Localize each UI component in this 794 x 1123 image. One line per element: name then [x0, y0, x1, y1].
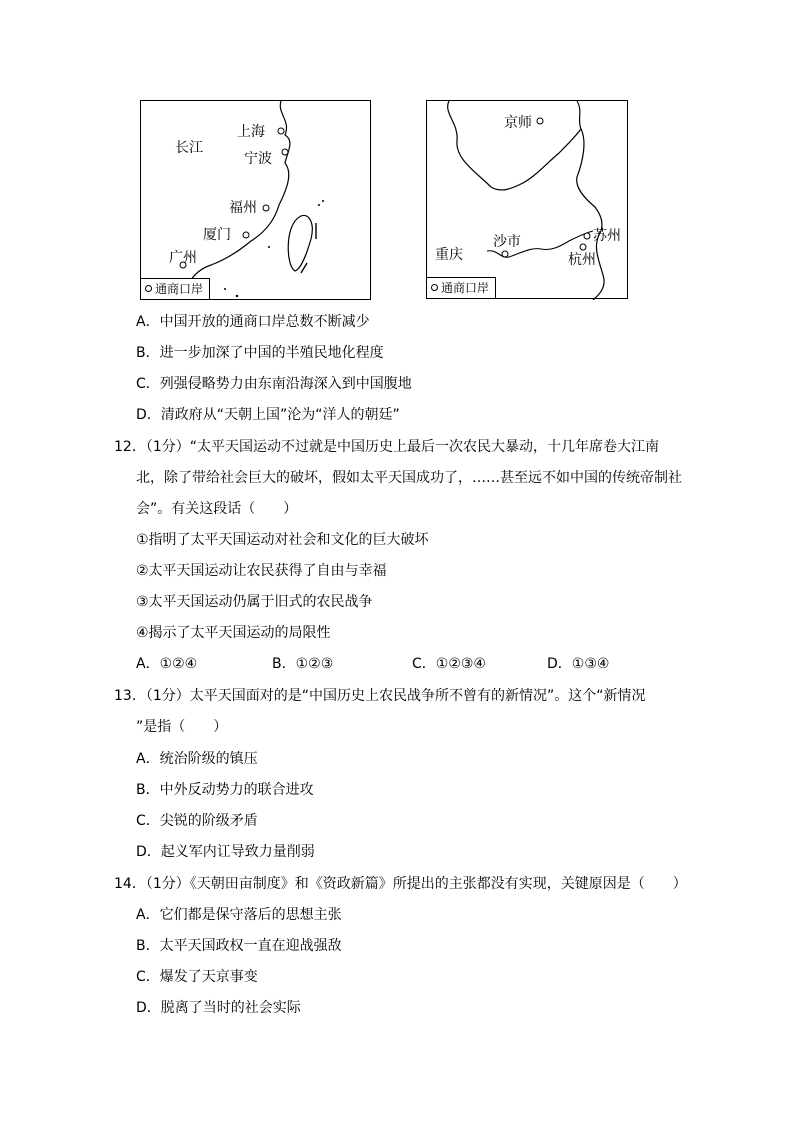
q13-option-b: B．中外反动势力的联合进攻 [136, 782, 314, 798]
q11-option-a: A．中国开放的通商口岸总数不断减少 [136, 314, 370, 330]
q12-option-a: A．①②④ [136, 656, 198, 672]
left-map-legend [141, 278, 210, 299]
right-legend-text: 通商口岸 [441, 281, 490, 295]
label-jingshi: 京师 [504, 115, 532, 131]
q13-option-d: D．起义军内讧导致力量削弱 [136, 844, 315, 860]
q12-statement-1: ①指明了太平天国运动对社会和文化的巨大破坏 [136, 532, 429, 548]
left-map [140, 100, 371, 300]
label-ningbo: 宁波 [244, 151, 272, 167]
q13-option-c: C．尖锐的阶级矛盾 [136, 813, 258, 829]
q13-stem-line-2: ”是指（ ） [136, 719, 228, 735]
q12-option-b: B．①②③ [272, 656, 334, 672]
label-xiamen: 厦门 [203, 227, 231, 243]
label-suzhou: 苏州 [593, 228, 621, 244]
trade-port-icon [431, 284, 438, 291]
q14-stem: 14．（1分）《天朝田亩制度》和《资政新篇》所提出的主张都没有实现，关键原因是（ ） [114, 876, 687, 892]
label-fuzhou: 福州 [229, 200, 257, 216]
label-chongqing: 重庆 [435, 247, 463, 263]
q12-option-c: C．①②③④ [412, 656, 486, 672]
q11-option-d: D．清政府从“天朝上国”沦为“洋人的朝廷” [136, 407, 400, 423]
q12-stem-line-1: 12．（1分）“太平天国运动不过就是中国历史上最后一次农民大暴动，十几年席卷大江南 [114, 439, 659, 455]
q12-stem-line-3: 会”。有关这段话（ ） [136, 501, 298, 517]
label-shanghai: 上海 [237, 124, 265, 140]
right-map-legend [427, 277, 496, 298]
label-hangzhou: 杭州 [568, 252, 596, 268]
q12-statement-2: ②太平天国运动让农民获得了自由与幸福 [136, 563, 387, 579]
q12-stem-line-2: 北，除了带给社会巨大的破坏，假如太平天国成功了，……甚至远不如中国的传统帝制社 [136, 470, 682, 486]
q14-option-d: D．脱离了当时的社会实际 [136, 1000, 301, 1016]
q12-option-d: D．①③④ [547, 656, 610, 672]
q13-stem-line-1: 13．（1分）太平天国面对的是“中国历史上农民战争所不曾有的新情况”。这个“新情况 [114, 688, 646, 704]
label-shashi: 沙市 [493, 234, 521, 250]
q11-option-b: B．进一步加深了中国的半殖民地化程度 [136, 345, 384, 361]
q12-statement-4: ④揭示了太平天国运动的局限性 [136, 625, 331, 641]
trade-port-icon [145, 285, 152, 292]
label-changjiang: 长江 [175, 140, 203, 156]
q11-option-c: C．列强侵略势力由东南沿海深入到中国腹地 [136, 376, 412, 392]
q14-option-b: B．太平天国政权一直在迎战强敌 [136, 938, 342, 954]
right-map [426, 100, 628, 299]
label-guangzhou: 广州 [169, 250, 197, 266]
q14-option-a: A．它们都是保守落后的思想主张 [136, 907, 342, 923]
q13-option-a: A．统治阶级的镇压 [136, 751, 258, 767]
left-legend-text: 通商口岸 [155, 282, 204, 296]
q14-option-c: C．爆发了天京事变 [136, 969, 258, 985]
q12-statement-3: ③太平天国运动仍属于旧式的农民战争 [136, 594, 373, 610]
